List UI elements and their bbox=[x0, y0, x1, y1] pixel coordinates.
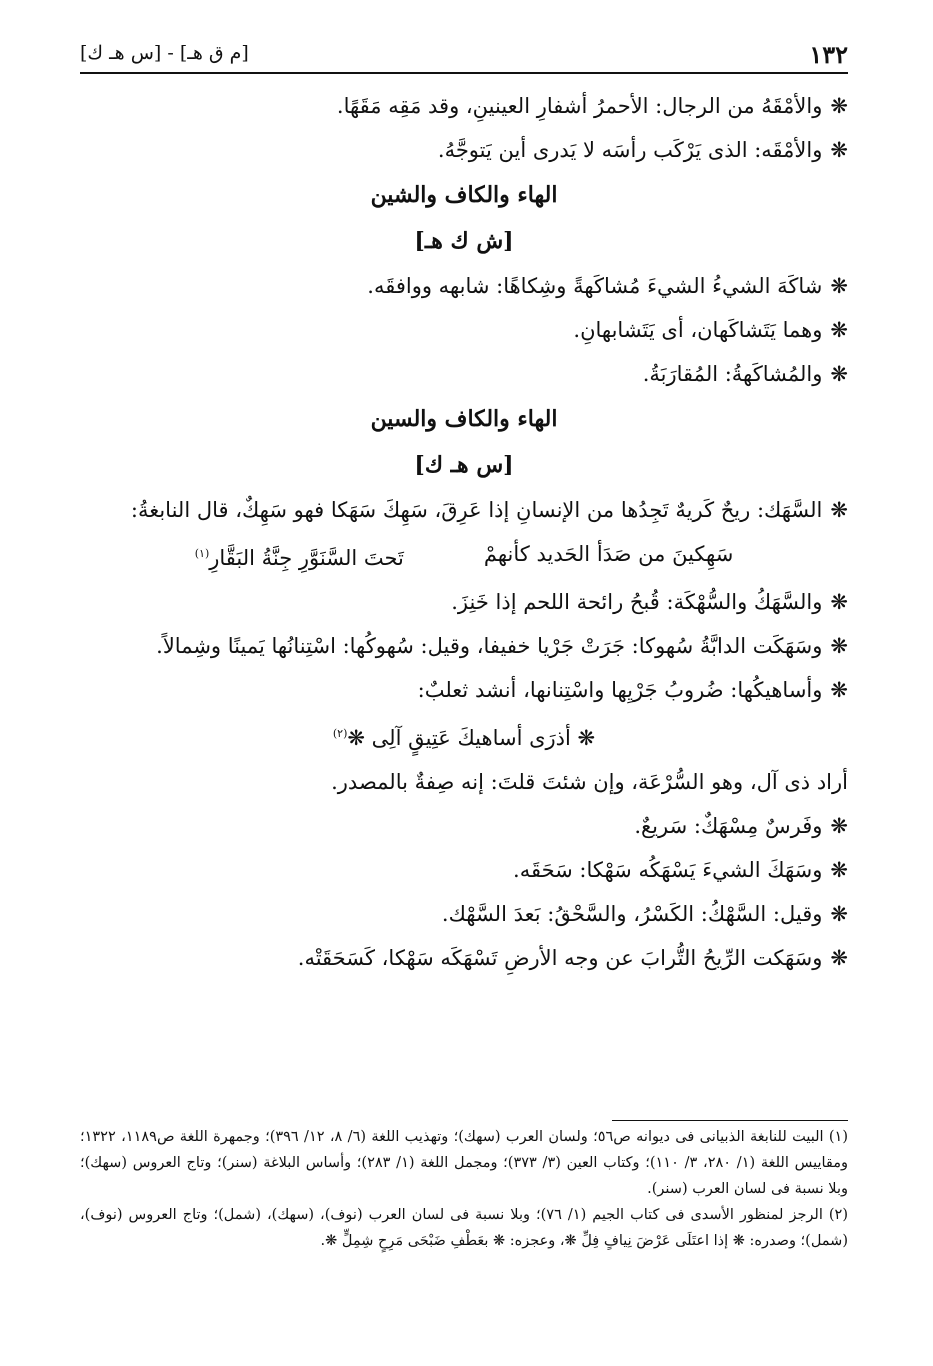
entry-line: ❋وفَرسٌ مِسْهَكٌ: سَريعٌ. bbox=[634, 814, 848, 838]
asterism-icon: ❋ bbox=[830, 318, 848, 342]
entry-line: ❋والسَّهَكُ والسُّهْكَة: قُبحُ رائحة اللحم إذا خَنِزَ. bbox=[451, 590, 848, 614]
asterism-icon: ❋ bbox=[830, 498, 848, 522]
asterism-icon: ❋ bbox=[830, 678, 848, 702]
rajaz-verse: ❋ أذرَى أساهيكَ عَتِيقٍ آلِى ❋$^{(٢)}$ bbox=[332, 726, 596, 750]
page-number: ١٣٢ bbox=[809, 40, 848, 69]
footnote-ref: (١) bbox=[194, 547, 210, 560]
asterism-icon: ❋ bbox=[830, 858, 848, 882]
entry-line: ❋وسَهَكت الرِّيحُ التُّرابَ عن وجه الأرضِ تَسْهَكَه سَهْكا، كَسَحَقَتْه. bbox=[297, 946, 848, 970]
root-heading: [ش ك هـ] bbox=[414, 228, 514, 254]
footnotes bbox=[80, 1124, 848, 1254]
footnote-ref: (٢) bbox=[332, 727, 348, 740]
asterism-icon: ❋ bbox=[830, 138, 848, 162]
asterism-icon: ❋ bbox=[830, 946, 848, 970]
footnote-2: (٢) الرجز لمنظور الأسدى فى كتاب الجيم (١/ ٧٦)؛ وبلا نسبة فى لسان العرب (نوف)، (سهك)، (شمل)؛ وتاج العروس (نوف)، (شمل)؛ وصدره: ❋ إذا اعتَلَى عَرْضَ نِيافٍ فِلِّ ❋، وعجزه: ❋ بعَطْفِ ضَبْحَى مَرِحٍ شِمِلٍّ ❋. bbox=[80, 1207, 848, 1249]
entry-line: ❋والأمْقَه: الذى يَرْكَب رأسَه لا يَدرى أين يَتوجَّهُ. bbox=[437, 138, 848, 162]
entry-line: ❋والأمْقَهُ من الرجال: الأحمرُ أشفارِ العينينِ، وقد مَقِه مَقَهًا. bbox=[336, 94, 848, 118]
entry-line: ❋وسَهَكَت الدابَّةُ سُهوكا: جَرَتْ جَرْيا خفيفا، وقيل: سُهوكُها: اسْتِنانُها يَمينًا وشِمالاً. bbox=[156, 634, 848, 658]
entry-line: ❋وهما يَتَشاكَهان، أى يَتَشابهانِ. bbox=[573, 318, 848, 342]
entry-line: ❋وأساهيكُها: ضُروبُ جَرْيِها واسْتِنانها، أنشد ثعلبٌ: bbox=[417, 678, 848, 702]
asterism-icon: ❋ bbox=[830, 634, 848, 658]
entry-line: ❋شاكَهَ الشيءُ الشيءَ مُشاكَهةً وشِكاهًا: شابهه ووافقَه. bbox=[367, 274, 848, 298]
asterism-icon: ❋ bbox=[830, 590, 848, 614]
asterism-icon: ❋ bbox=[830, 362, 848, 386]
asterism-icon: ❋ bbox=[830, 94, 848, 118]
running-head: [م ق هـ] - [س هـ ك] bbox=[80, 42, 249, 64]
header-rule bbox=[80, 72, 848, 74]
page-header bbox=[80, 40, 848, 74]
main-text bbox=[80, 84, 848, 980]
entry-line: ❋والمُشاكَهةُ: المُقارَبَةُ. bbox=[642, 362, 848, 386]
footnote-1: (١) البيت للنابغة الذبيانى فى ديوانه ص٥٦؛ ولسان العرب (سهك)؛ وتهذيب اللغة (٦/ ٨، ١٢/ ٣٩٦)؛ وجمهرة اللغة ص١١٨٩، ١٣٢٢؛ ومقاييس اللغة (١/ ٢٨٠، ٣/ ١١٠)؛ وكتاب العين (٣/ ٣٧٣)؛ ومجمل اللغة (١/ ٢٨٣)؛ وأساس البلاغة (سنر)؛ وتاج العروس (سهك)؛ وبلا نسبة فى لسان العرب (سنر). bbox=[80, 1129, 849, 1197]
verse-first-hemistich: سَهِكينَ من صَدَأ الحَديد كأنهمْ bbox=[483, 542, 734, 566]
footnote-rule bbox=[612, 1120, 848, 1121]
asterism-icon: ❋ bbox=[830, 814, 848, 838]
entry-line: ❋وسَهَكَ الشيءَ يَسْهَكُه سَهْكا: سَحَقَه. bbox=[513, 858, 848, 882]
entry-paragraph: ❋السَّهَك: ريحٌ كَريهٌ تَجِدُها من الإنسانِ إذا عَرِقَ، سَهِكَ سَهَكا فهو سَهِكٌ، قال النابغةُ: bbox=[130, 498, 848, 522]
commentary-line: أراد ذى آل، وهو السُّرْعَة، وإن شئتَ قلتَ: إنه صِفةٌ بالمصدر. bbox=[331, 770, 848, 794]
verse-second-hemistich: تَحتَ السَّنَوَّرِ جِنَّةُ البَقَّارِ$^{(١)}$ bbox=[194, 546, 404, 570]
asterism-icon: ❋ bbox=[830, 902, 848, 926]
poetry-verse bbox=[80, 532, 848, 580]
section-title: الهاء والكاف والشين bbox=[370, 182, 558, 208]
entry-line: ❋وقيل: السَّهْكُ: الكَسْرُ، والسَّحْقُ: بَعدَ السَّهْك. bbox=[441, 902, 848, 926]
section-title: الهاء والكاف والسين bbox=[370, 406, 558, 432]
root-heading: [س هـ ك] bbox=[414, 452, 514, 478]
asterism-icon: ❋ bbox=[830, 274, 848, 298]
